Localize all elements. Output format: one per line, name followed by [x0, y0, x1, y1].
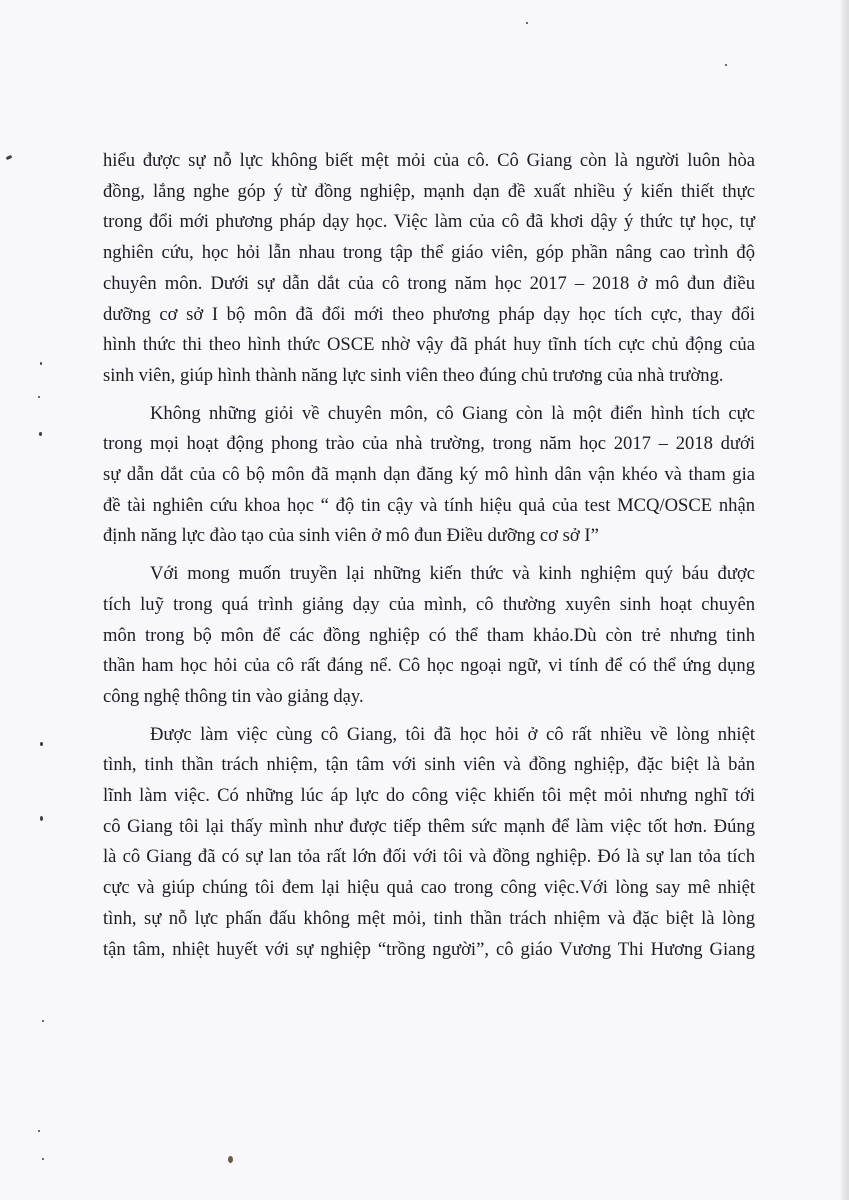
text-line: tình, sự nỗ lực phấn đấu không mệt mỏi, tinh thần trách nhiệm và đặc biệt là lòng	[103, 907, 755, 929]
text-line: trong mọi hoạt động phong trào của nhà trường, trong năm học 2017 – 2018 dưới	[103, 433, 755, 455]
text-line: nghiên cứu, học hỏi lẫn nhau trong tập thể giáo viên, góp phần nâng cao trình độ	[103, 242, 755, 264]
text-line: Với mong muốn truyền lại những kiến thức và kinh nghiệm quý báu được	[150, 563, 755, 585]
scan-speck	[42, 1020, 44, 1022]
scan-speck	[38, 1130, 40, 1132]
paper-edge-shadow	[841, 0, 849, 1200]
text-line: trong đổi mới phương pháp dạy học. Việc làm của cô đã khơi dậy ý thức tự học, tự	[103, 211, 755, 233]
text-line: thần ham học hỏi của cô rất đáng nể. Cô học ngoại ngữ, vi tính để có thể ứng dụng	[103, 655, 755, 677]
text-line: Được làm việc cùng cô Giang, tôi đã học hỏi ở cô rất nhiều về lòng nhiệt	[150, 723, 755, 745]
text-line: cực và giúp chúng tôi đem lại hiệu quả cao trong công việc.Với lòng say mê nhiệt	[103, 877, 755, 899]
text-line: hiểu được sự nỗ lực không biết mệt mỏi của cô. Cô Giang còn là người luôn hòa	[103, 150, 755, 171]
text-line: lĩnh làm việc. Có những lúc áp lực do công việc khiến tôi mệt mỏi nhưng nghĩ tới	[103, 785, 755, 807]
text-line: Không những giỏi về chuyên môn, cô Giang còn là một điển hình tích cực	[150, 402, 755, 424]
letter-body	[103, 146, 755, 965]
scan-speck	[725, 64, 727, 66]
paragraph-1	[103, 146, 755, 392]
text-line: môn trong bộ môn để các đồng nghiệp có thể tham khảo.Dù còn trẻ nhưng tinh	[103, 624, 755, 646]
scan-speck	[40, 362, 42, 365]
scan-speck	[39, 432, 42, 436]
scan-speck	[526, 22, 528, 24]
text-line: đề tài nghiên cứu khoa học “ độ tin cậy và tính hiệu quả của test MCQ/OSCE nhận	[103, 494, 755, 516]
text-line: sự dẫn dắt của cô bộ môn đã mạnh dạn đăng ký mô hình dân vận khéo và tham gia	[103, 464, 755, 486]
text-line: sinh viên, giúp hình thành năng lực sinh viên theo đúng chủ trương của nhà trường.	[103, 364, 724, 386]
scan-speck	[6, 155, 13, 160]
text-line: là cô Giang đã có sự lan tỏa rất lớn đối với tôi và đồng nghiệp. Đó là sự lan tỏa tích	[103, 846, 755, 868]
scan-speck	[42, 1158, 44, 1160]
scan-speck	[38, 396, 40, 398]
text-line: dưỡng cơ sở I bộ môn đã đổi mới theo phương pháp dạy học tích cực, thay đổi	[103, 303, 755, 325]
text-line: cô Giang tôi lại thấy mình như được tiếp thêm sức mạnh để làm việc tốt hơn. Đúng	[103, 815, 755, 837]
text-line: chuyên môn. Dưới sự dẫn dắt của cô trong năm học 2017 – 2018 ở mô đun điều	[103, 272, 755, 294]
paragraph-4	[103, 720, 755, 966]
text-line: tận tâm, nhiệt huyết với sự nghiệp “trồng người”, cô giáo Vương Thi Hương Giang	[103, 938, 755, 960]
text-line: tình, tinh thần trách nhiệm, tận tâm với sinh viên và đồng nghiệp, đặc biệt là bản	[103, 754, 755, 776]
scan-speck	[228, 1156, 233, 1163]
text-line: đồng, lắng nghe góp ý từ đồng nghiệp, mạnh dạn đề xuất nhiều ý kiến thiết thực	[103, 180, 755, 202]
text-line: tích luỹ trong quá trình giảng dạy của mình, cô thường xuyên sinh hoạt chuyên	[103, 593, 755, 615]
paragraph-3	[103, 559, 755, 713]
text-line: hình thức thi theo hình thức OSCE nhờ vậy đã phát huy tĩnh tích cực chủ động của	[103, 334, 755, 356]
text-line: định năng lực đào tạo của sinh viên ở mô đun Điều dưỡng cơ sở I”	[103, 525, 599, 547]
text-line: công nghệ thông tin vào giảng dạy.	[103, 685, 364, 707]
scan-speck	[40, 816, 43, 821]
paragraph-2	[103, 399, 755, 553]
scan-speck	[40, 742, 43, 746]
